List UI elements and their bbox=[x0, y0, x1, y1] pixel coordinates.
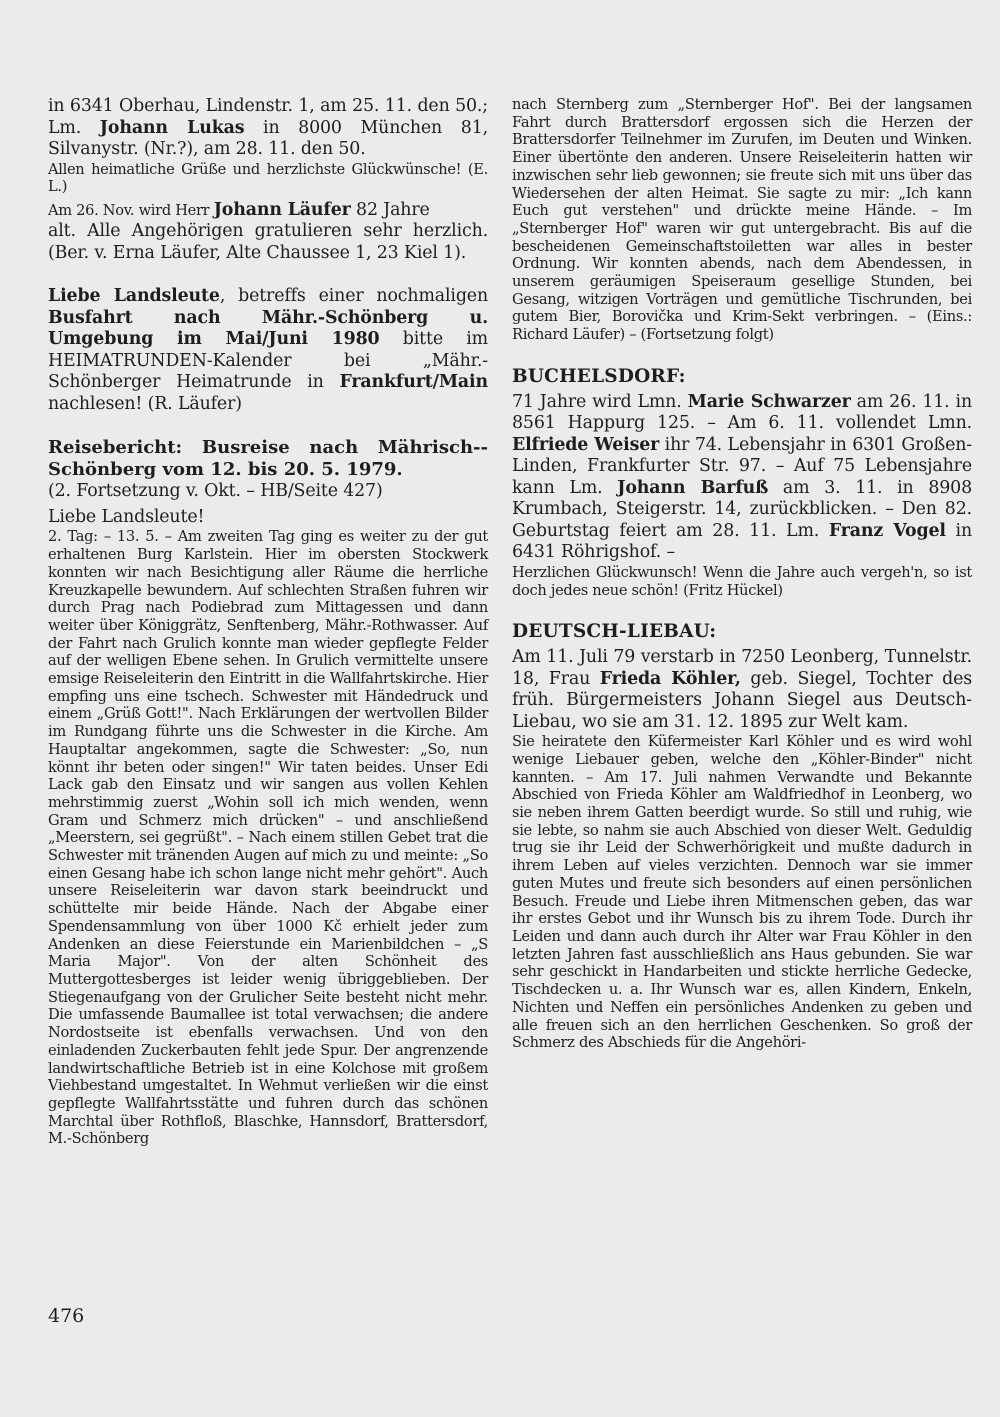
report-body: 2. Tag: – 13. 5. – Am zweiten Tag ging es weiter zu der gut erhaltenen Burg Karlstein. Hier im obersten Stockwerk konnten wir nach Besichtigung aller Räume die herrliche Kreuzkapelle bewundern. Auf schlechten Straßen fuhren wir durch Prag nach Podiebrad zum Mittagessen und dann weiter über Königgrätz, Senftenberg, Mähr.-Rothwasser. Auf der Fahrt nach Grulich konnte man wieder gepflegte Felder auf der welligen Ebene sehen. In Grulich vermittelte unsere emsige Reiseleiterin den Eintritt in die Wallfahrtskirche. Hier empfing uns eine tschech. Schwester mit Händedruck und einem „Grüß Gott!". Nach Erklärungen der wertvollen Bilder im Rundgang führte uns die Schwester in die Kirche. Am Hauptaltar angekommen, sagte die Schwester: „So, nun könnt ihr beten oder singen!" Wir taten beides. Unser Edi Lack gab den Einsatz und wir sangen aus vollen Kehlen mehrstimmig zuerst „Wohin soll ich mich wenden, wenn Gram und Schmerz mich drücken" – und anschließend „Meerstern, sei gegrüßt". – Nach einem stillen Gebet trat die Schwester mit tränenden Augen auf mich zu und meinte: „So einen Gesang habe ich schon lange nicht mehr gehört". Auch unsere Reiseleiterin war davon stark beeindruckt und schüttelte mir beide Hände. Nach der Abgabe einer Spendensammlung von über 1000 Kč erhielt jeder zum Andenken an diese Feierstunde ein Marienbildchen – „S Maria Major". Von der alten Schönheit des Muttergottesberges ist leider wenig übriggeblieben. Der Stiegenaufgang von der Grulicher Seite besteht nicht mehr. Die umfassende Baumallee ist total verwachsen; die andere Nordostseite ist ebenfalls verwachsen. Und von den einladenden Zuckerbauten fehlt jede Spur. Der angrenzende landwirtschaftliche Betrieb ist in eine Kolchose mit großem Viehbestand umgestaltet. In Wehmut verließen wir die einst gepflegte Wallfahrtsstätte und fuhren durch das schönen Marchtal über Rothfloß, Blaschke, Hannsdorf, Brattersdorf, M.-Schönberg bbox=[48, 528, 488, 1148]
person-name: Johann Barfuß bbox=[617, 477, 769, 498]
report-continued: nach Sternberg zum „Sternberger Hof". Bei der langsamen Fahrt durch Brattersdorf ergossen sich die Herzen der Brattersdorfer Teilnehmer im Zurufen, im Deuten und Winken. Einer übertönte den anderen. Unsere Reiseleiterin hatten wir inzwischen sehr lieb gewonnen; sie freute sich mit uns über das Wiedersehen der alten Heimat. Sie sagte zu mir: „Ich kann Euch gut verstehen" und drückte meine Hände. – Im „Sternberger Hof" waren wir gut untergebracht. Bis auf die bescheidenen Gemeinschaftstoiletten war alles in bester Ordnung. Wir konnten abends, nach dem Abendessen, in unserem geräumigen Speiseraum gesellige Stunden, bei Gesang, witzigen Vorträgen und gemütliche Tischrunden, bei gutem Bier, Borovička und Krim-Sekt verbringen. – (Eins.: Richard Läufer) – (Fortsetzung folgt) bbox=[512, 96, 972, 344]
section-title-deutsch-liebau: DEUTSCH-LIEBAU: bbox=[512, 621, 717, 643]
report-title: Reisebericht: Busreise nach Mährisch--Schönberg vom 12. bis 20. 5. 1979. bbox=[48, 437, 488, 481]
obituary-intro: Am 11. Juli 79 verstarb in 7250 Leonberg, Tunnelstr. 18, Frau Frieda Köhler, geb. Siegel, Tochter des früh. Bürgermeisters Johann Siegel aus Deutsch-Liebau, wo sie am 31. 12. 1895 zur Welt kam. bbox=[512, 647, 973, 732]
greeting-text: Allen heimatliche Grüße und herzlichste Glückwünsche! (E. L.) bbox=[48, 160, 488, 196]
person-name: Franz Vogel bbox=[828, 520, 946, 541]
report-subtitle: (2. Fortsetzung v. Okt. – HB/Seite 427) bbox=[48, 481, 383, 502]
person-name: Frieda Köhler, bbox=[599, 668, 741, 689]
birthday-notice-lukas: in 6341 Oberhau, Lindenstr. 1, am 25. 11. den 50.; Lm. Johann Lukas in 8000 München 81, Silvanystr. (Nr.?), am 28. 11. den 50. bbox=[48, 96, 488, 159]
person-name: Elfriede Weiser bbox=[512, 434, 660, 455]
report-salutation: Liebe Landsleute! bbox=[48, 506, 205, 527]
person-name: Johann Lukas bbox=[99, 117, 245, 138]
bus-trip-notice: Liebe Landsleute, betreffs einer nochmaligen Busfahrt nach Mähr.-Schönberg u. Umgebung im Mai/Juni 1980 bitte im HEIMATRUNDEN-Kalender bei „Mähr.-Schönberger Heimatrunde in Frankfurt/Main nachlesen! (R. Läufer) bbox=[48, 286, 488, 414]
left-column: in 6341 Oberhau, Lindenstr. 1, am 25. 11. den 50.; Lm. Johann Lukas in 8000 München 81, Silvanystr. (Nr.?), am 28. 11. den 50. Allen heimatliche Grüße und herzlichste Glückwünsche! (E. L.) Am 26. Nov. wird Herr Johann Läufer 82 Jahre alt. Alle Angehörigen gratulieren sehr herzlich. (Ber. v. Erna Läufer, Alte Chaussee 1, 23 Kiel 1). Liebe Landsleute, betreffs einer nochmaligen Busfahrt nach Mähr.-Schönberg u. Umgebung im Mai/Juni 1980 bitte im HEIMATRUNDEN-Kalender bei „Mähr.-Schönberger Heimatrunde in Frankfurt/Main nachlesen! (R. Läufer) Reisebericht: Busreise nach Mährisch--Schönberg vom 12. bis 20. 5. 1979. (2. Fortsetzung v. Okt. – HB/Seite 427) Liebe Landsleute! 2. Tag: – 13. 5. – Am zweiten Tag ging es weiter zu der gut erhaltenen Burg Karlstein. Hier im obersten Stockwerk konnten wir nach Besichtigung aller Räume die herrliche Kreuzkapelle bewundern. Auf schlechten Straßen fuhren wir durch Prag nach Podiebrad zum Mittagessen und dann weiter über Königgrätz, Senftenberg, Mähr.-Rothwasser. Auf der Fahrt nach Grulich konnte man wieder gepflegte Felder auf der welligen Ebene sehen. In Grulich vermittelte unsere emsige Reiseleiterin den Eintritt in die Wallfahrtskirche. Hier empfing uns eine tschech. Schwester mit Händedruck und einem „Grüß Gott!". Nach Erklärungen der wertvollen Bilder im Rundgang führte uns die Schwester in die Kirche. Am Hauptaltar angekommen, sagte die Schwester: „So, nun könnt ihr beten oder singen!" Wir taten beides. Unser Edi Lack gab den Einsatz und wir sangen aus vollen Kehlen mehrstimmig zuerst „Wohin soll ich mich wenden, wenn Gram und Schmerz mich drücken" – und anschließend „Meerstern, sei gegrüßt". – Nach einem stillen Gebet trat die Schwester mit tränenden Augen auf mich zu und meinte: „So einen Gesang habe ich schon lange nicht mehr gehört". Auch unsere Reiseleiterin war davon stark beeindruckt und schüttelte mir beide Hände. Nach der Abgabe einer Spendensammlung von über 1000 Kč erhielt jeder zum Andenken an diese Feierstunde ein Marienbildchen – „S Maria Major". Von der alten Schönheit des Muttergottesberges ist leider wenig übriggeblieben. Der Stiegenaufgang von der Grulicher Seite besteht nicht mehr. Die umfassende Baumallee ist total verwachsen; die andere Nordostseite ist ebenfalls verwachsen. Und von den einladenden Zuckerbauten fehlt jede Spur. Der angrenzende landwirtschaftliche Betrieb ist in eine Kolchose mit großem Viehbestand umgestaltet. In Wehmut verließen wir die einst gepflegte Wallfahrtsstätte und fuhren durch das schönen Marchtal über Rothfloß, Blaschke, Hannsdorf, Brattersdorf, M.-Schönberg bbox=[48, 96, 488, 1148]
birthday-notice-laeufer: Am 26. Nov. wird Herr Johann Läufer 82 Jahre bbox=[48, 199, 430, 220]
buchelsdorf-greeting: Herzlichen Glückwunsch! Wenn die Jahre auch vergeh'n, so ist doch jedes neue schön! (Fritz Hückel) bbox=[512, 563, 972, 599]
buchelsdorf-birthdays: 71 Jahre wird Lmn. Marie Schwarzer am 26. 11. in 8561 Happurg 125. – Am 6. 11. vollendet Lmn. Elfriede Weiser ihr 74. Lebensjahr in 6301 Großen-Linden, Frankfurter Str. 97. – Auf 75 Lebensjahre kann Lm. Johann Barfuß am 3. 11. in 8908 Krumbach, Steigerstr. 14, zurückblicken. – Den 82. Geburtstag feiert am 28. 11. Lm. Franz Vogel in 6431 Röhrigshof. – bbox=[512, 391, 972, 563]
person-name: Johann Läufer bbox=[213, 199, 351, 220]
page-number: 476 bbox=[48, 1305, 85, 1327]
section-title-buchelsdorf: BUCHELSDORF: bbox=[512, 365, 686, 387]
person-name: Marie Schwarzer bbox=[687, 391, 851, 412]
obituary-body: Sie heiratete den Küfermeister Karl Köhler und es wird wohl wenige Liebauer geben, welche den „Köhler-Binder" nicht kannten. – Am 17. Juli nahmen Verwandte und Bekannte Abschied von Frieda Köhler am Waldfriedhof in Leonberg, wo sie neben ihrem Gatten beerdigt wurde. So still und ruhig, wie sie lebte, so nahm sie auch Abschied von dieser Welt. Geduldig trug sie ihr Leid der Schwerhörigkeit und mußte dadurch in ihrem Leben auf vieles verzichten. Dennoch war sie immer guten Mutes und freute sich besonders auf einen persönlichen Besuch. Freude und Liebe ihren Mitmenschen geben, das war ihr erstes Gebot und ihr Wunsch bis zu ihrem Tode. Durch ihr Leiden und dann auch durch ihr Alter war Frau Köhler in den letzten Jahren fast ausschließlich ans Haus gebunden. Sie war sehr geschickt in Handarbeiten und stickte herrliche Gedecke, Tischdecken u. a. Ihr Wunsch war es, allen Kindern, Enkeln, Nichten und Neffen ein persönliches Andenken zu geben und alle freuen sich an den herrlichen Geschenken. So groß der Schmerz des Abschieds für die Angehöri- bbox=[512, 733, 972, 1052]
right-column bbox=[512, 96, 972, 1052]
